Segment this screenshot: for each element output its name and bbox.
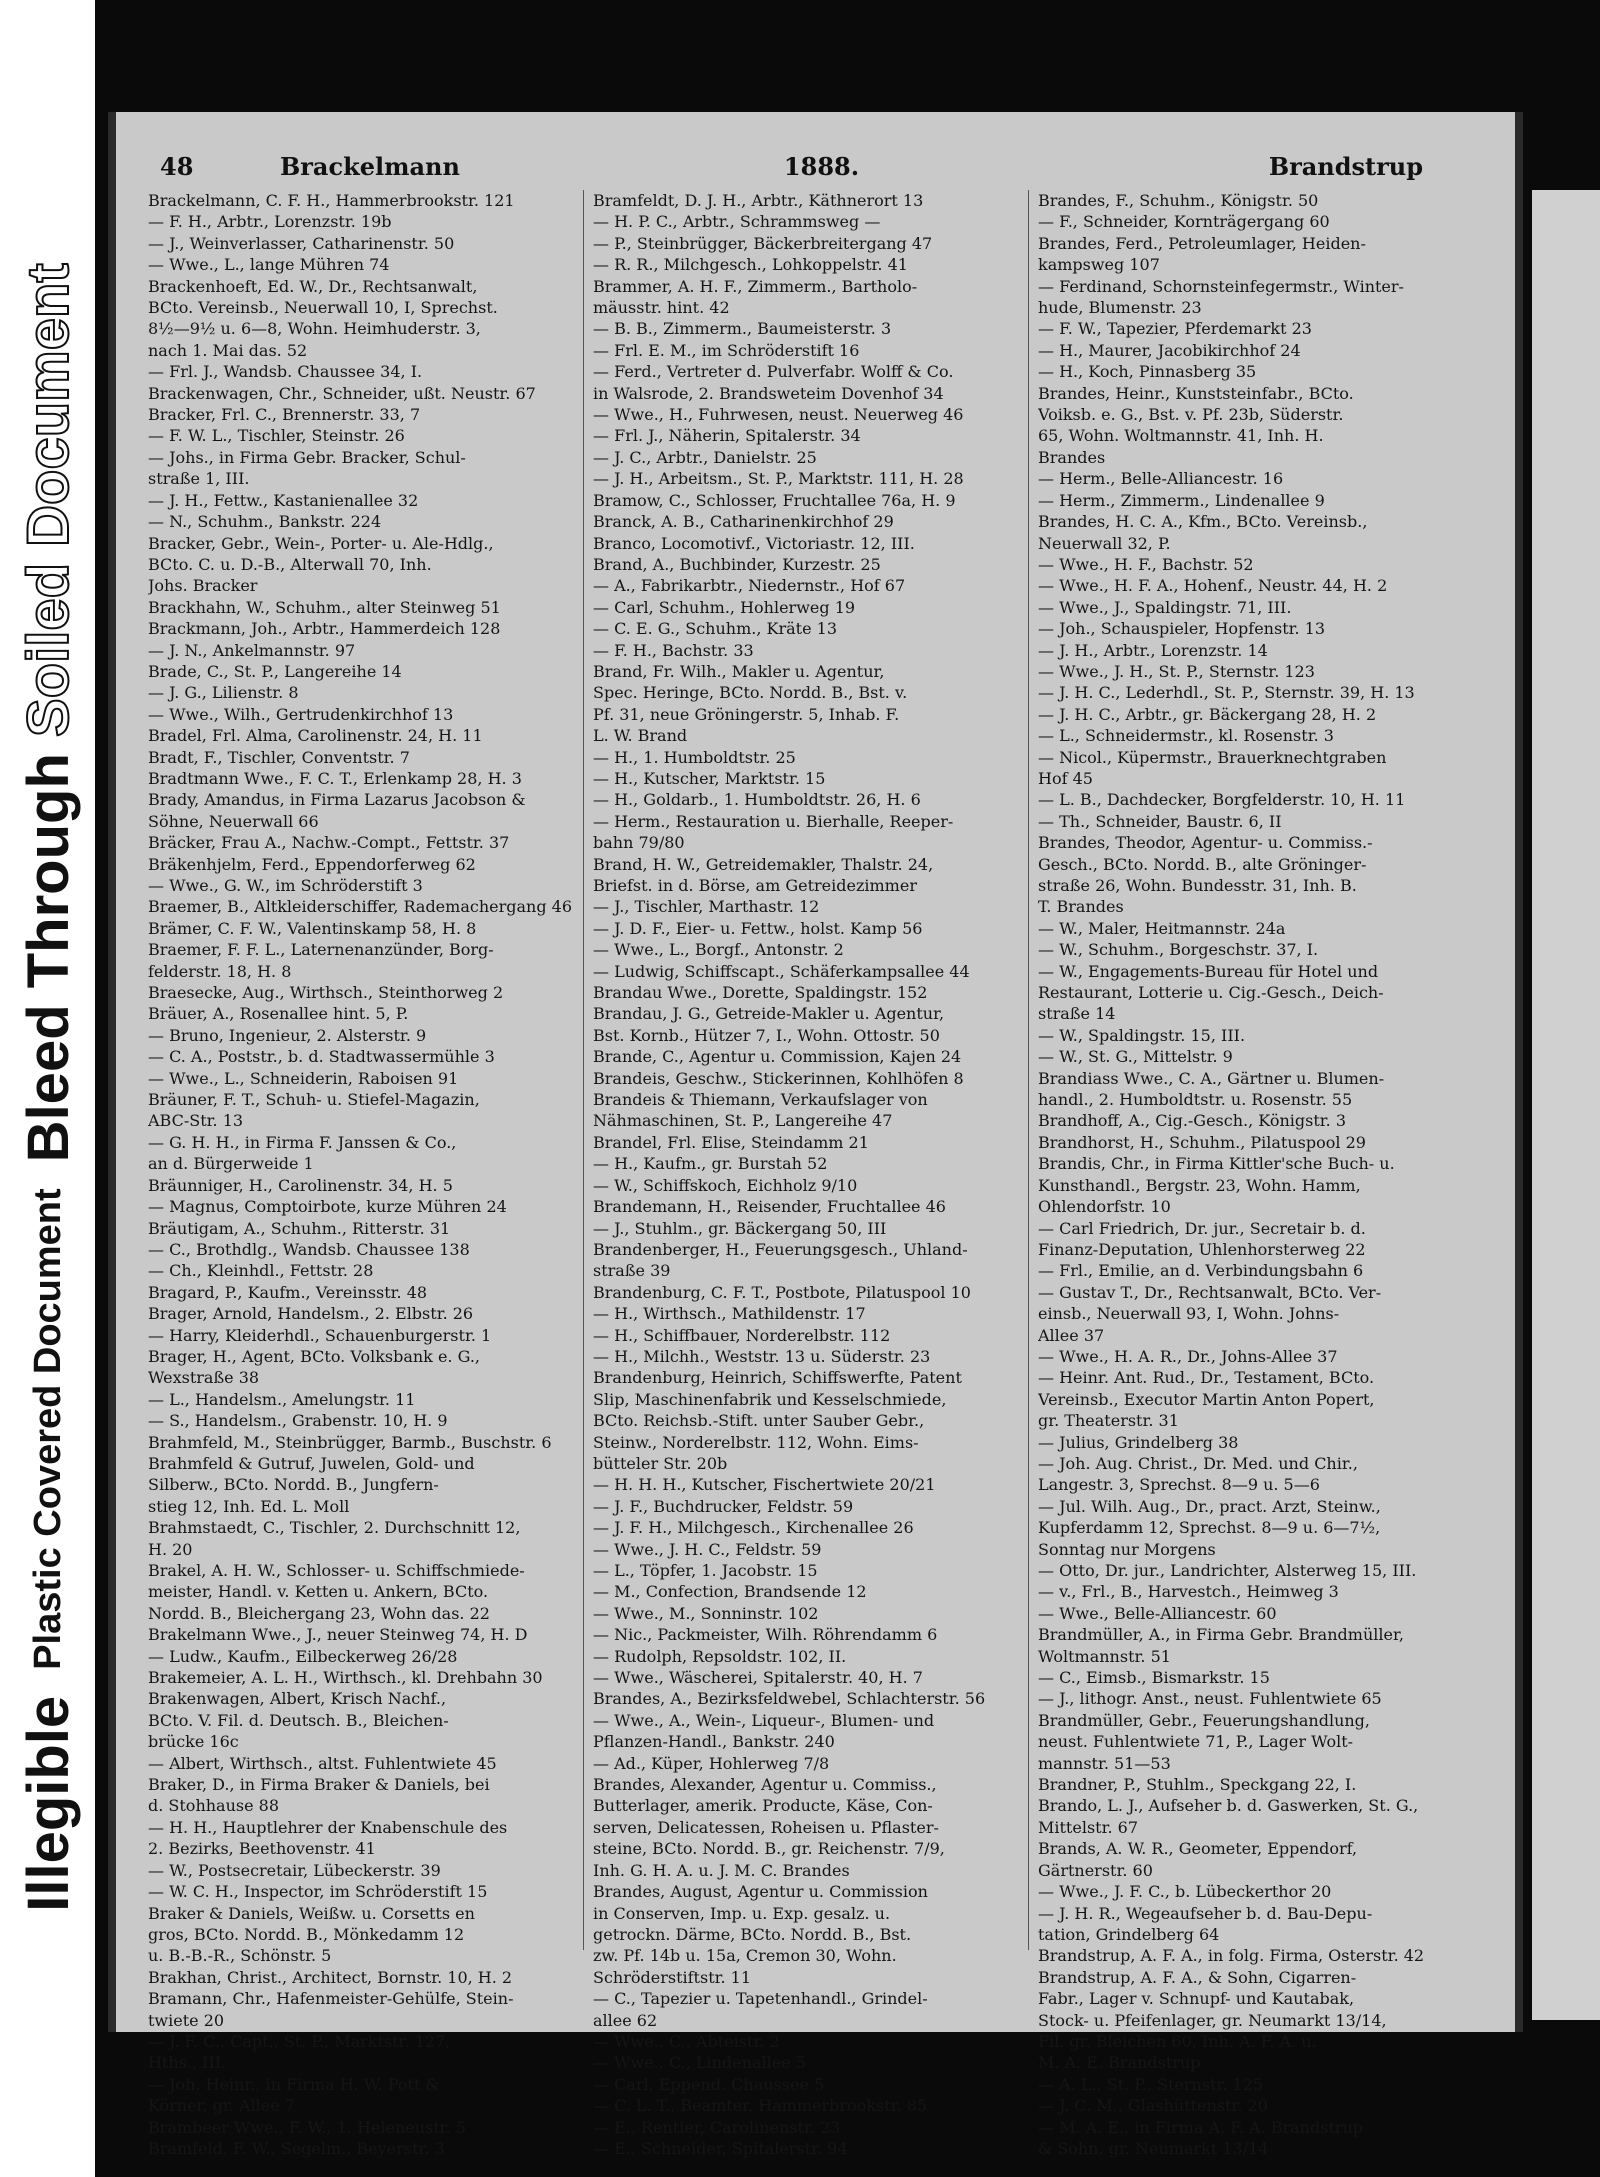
directory-entry-line: — Carl, Eppend. Chaussee 5: [593, 2074, 825, 2094]
directory-entry-line: — Wwe., L., Schneiderin, Raboisen 91: [148, 1068, 459, 1088]
directory-entry-line: — J. H., Arbeitsm., St. P., Marktstr. 111, H. 28: [593, 469, 964, 489]
directory-entry-line: — Ferd., Vertreter d. Pulverfabr. Wolff & Co.: [593, 362, 954, 382]
directory-entry-line: Brandiass Wwe., C. A., Gärtner u. Blumen-: [1038, 1068, 1385, 1088]
directory-entry-line: — H. H., Hauptlehrer der Knabenschule des: [148, 1817, 508, 1837]
directory-entry-line: — W., Engagements-Bureau für Hotel und: [1038, 961, 1379, 981]
directory-entry-line: — L., Schneidermstr., kl. Rosenstr. 3: [1038, 726, 1334, 746]
directory-entry-line: — Gustav T., Dr., Rechtsanwalt, BCto. Ver-: [1038, 1282, 1382, 1302]
directory-entry-line: — Wwe., Wilh., Gertrudenkirchhof 13: [148, 704, 454, 724]
directory-entry-line: — Albert, Wirthsch., altst. Fuhlentwiete 45: [148, 1753, 497, 1773]
directory-entry-line: Brandstrup, A. F. A., & Sohn, Cigarren-: [1038, 1967, 1357, 1987]
directory-entry-line: Brager, H., Agent, BCto. Volksbank e. G.,: [148, 1346, 480, 1366]
directory-entry-line: — C. A., Poststr., b. d. Stadtwassermühle 3: [148, 1047, 495, 1067]
directory-entry-line: — F. W. L., Tischler, Steinstr. 26: [148, 426, 405, 446]
directory-entry-line: Gärtnerstr. 60: [1038, 1860, 1153, 1880]
directory-entry-line: Brandau Wwe., Dorette, Spaldingstr. 152: [593, 983, 928, 1003]
directory-entry-line: M. A. E. Brandstrup: [1038, 2053, 1201, 2073]
directory-entry-line: — J. H. R., Wegeaufseher b. d. Bau-Depu-: [1038, 1903, 1373, 1923]
directory-entry-line: straße 1, III.: [148, 469, 250, 489]
directory-entry-line: — H. P. C., Arbtr., Schrammsweg —: [593, 212, 881, 232]
directory-entry-line: Voiksb. e. G., Bst. v. Pf. 23b, Süderstr.: [1038, 405, 1344, 425]
next-frame-edge: [1528, 120, 1600, 2020]
directory-entry-line: bahn 79/80: [593, 833, 685, 853]
directory-entry-line: — C. L. T., Beamter, Hammerbrookstr. 85: [593, 2096, 928, 2116]
directory-entry-line: Brandes, Ferd., Petroleumlager, Heiden-: [1038, 233, 1366, 253]
directory-entry-line: — Frl. J., Wandsb. Chaussee 34, I.: [148, 362, 423, 382]
directory-entry-line: — C., Tapezier u. Tapetenhandl., Grindel-: [593, 1989, 928, 2009]
directory-entry-line: brücke 16c: [148, 1732, 239, 1752]
directory-entry-line: Bramow, C., Schlosser, Fruchtallee 76a, H. 9: [593, 490, 956, 510]
directory-entry-line: Restaurant, Lotterie u. Cig.-Gesch., Deich-: [1038, 983, 1384, 1003]
directory-entry-line: 65, Wohn. Woltmannstr. 41, Inh. H.: [1038, 426, 1324, 446]
directory-page: [108, 112, 1523, 2158]
directory-entry-line: — G. H. H., in Firma F. Janssen & Co.,: [148, 1132, 457, 1152]
directory-entry-line: — Joh., Schauspieler, Hopfenstr. 13: [1038, 619, 1326, 639]
directory-entry-line: Wexstraße 38: [148, 1368, 260, 1388]
directory-entry-line: — F. W., Tapezier, Pferdemarkt 23: [1038, 319, 1312, 339]
directory-entry-line: neust. Fuhlentwiete 71, P., Lager Wolt-: [1038, 1732, 1354, 1752]
directory-entry-line: — C., Eimsb., Bismarkstr. 15: [1038, 1668, 1270, 1688]
directory-entry-line: L. W. Brand: [593, 726, 688, 746]
directory-entry-line: Brandau, J. G., Getreide-Makler u. Agentur,: [593, 1004, 945, 1024]
directory-entry-line: Brandmüller, Gebr., Feuerungshandlung,: [1038, 1710, 1370, 1730]
directory-entry-line: Kunsthandl., Bergstr. 23, Wohn. Hamm,: [1038, 1175, 1361, 1195]
directory-entry-line: — J., Weinverlasser, Catharinenstr. 50: [148, 233, 455, 253]
directory-entry-line: — H., Kaufm., gr. Burstah 52: [593, 1154, 828, 1174]
directory-entry-line: Brandhoff, A., Cig.-Gesch., Königstr. 3: [1038, 1111, 1346, 1131]
directory-entry-line: hude, Blumenstr. 23: [1038, 298, 1202, 318]
directory-entry-line: — A., Fabrikarbtr., Niedernstr., Hof 67: [593, 576, 906, 596]
directory-entry-line: felderstr. 18, H. 8: [148, 961, 292, 981]
directory-entry-line: — J. H., Arbtr., Lorenzstr. 14: [1038, 640, 1268, 660]
directory-entry-line: 8½—9½ u. 6—8, Wohn. Heimhuderstr. 3,: [148, 319, 481, 339]
directory-entry-line: — E., Schneider, Spitalerstr. 94: [593, 2138, 848, 2158]
directory-entry-line: mäusstr. hint. 42: [593, 298, 730, 318]
directory-entry-line: — v., Frl., B., Harvestch., Heimweg 3: [1038, 1582, 1339, 1602]
directory-entry-line: Brackhahn, W., Schuhm., alter Steinweg 51: [148, 597, 501, 617]
directory-entry-line: — Jul. Wilh. Aug., Dr., pract. Arzt, Steinw.,: [1038, 1496, 1381, 1516]
directory-entry-line: — H., Kutscher, Marktstr. 15: [593, 768, 826, 788]
directory-entry-line: — Herm., Zimmerm., Lindenallee 9: [1038, 490, 1325, 510]
directory-entry-line: — Wwe., H., Fuhrwesen, neust. Neuerweg 46: [593, 405, 964, 425]
directory-entry-line: — Wwe., J. H., St. P., Sternstr. 123: [1038, 661, 1315, 681]
directory-entry-line: Briefst. in d. Börse, am Getreidezimmer: [593, 876, 917, 895]
header-year: 1888.: [783, 152, 860, 181]
directory-entry-line: — S., Handelsm., Grabenstr. 10, H. 9: [148, 1411, 448, 1431]
directory-entry-line: in Conserven, Imp. u. Exp. gesalz. u.: [593, 1903, 891, 1923]
directory-entry-line: in Walsrode, 2. Brandsweteim Dovenhof 34: [593, 383, 944, 403]
directory-entry-line: — Nic., Packmeister, Wilh. Röhrendamm 6: [593, 1625, 938, 1645]
directory-entry-line: Brakhan, Christ., Architect, Bornstr. 10, H. 2: [148, 1967, 513, 1987]
directory-entry-line: — Johs., in Firma Gebr. Bracker, Schul-: [148, 447, 466, 467]
directory-entry-line: — N., Schuhm., Bankstr. 224: [148, 512, 382, 532]
directory-entry-line: — B. B., Zimmerm., Baumeisterstr. 3: [593, 319, 892, 339]
directory-entry-line: Bräcker, Frau A., Nachw.-Compt., Fettstr. 37: [148, 833, 510, 853]
directory-entry-line: serven, Delicatessen, Roheisen u. Pflaster-: [593, 1817, 939, 1837]
directory-entry-line: gros, BCto. Nordd. B., Mönkedamm 12: [148, 1924, 465, 1944]
directory-entry-line: Pflanzen-Handl., Bankstr. 240: [593, 1732, 835, 1752]
directory-entry-line: — H., Schiffbauer, Norderelbstr. 112: [593, 1325, 891, 1345]
directory-entry-line: tation, Grindelberg 64: [1038, 1924, 1220, 1944]
directory-entry-line: Brand, Fr. Wilh., Makler u. Agentur,: [593, 661, 885, 681]
directory-entry-line: — J. C. M., Glashüttenstr. 20: [1038, 2096, 1268, 2116]
directory-entry-line: H. 20: [148, 1539, 193, 1559]
directory-entry-line: Silberw., BCto. Nordd. B., Jungfern-: [148, 1475, 439, 1495]
directory-entry-line: — Ludw., Kaufm., Eilbeckerweg 26/28: [148, 1646, 458, 1666]
directory-entry-line: — Joh. Aug. Christ., Dr. Med. und Chir.,: [1038, 1453, 1358, 1473]
directory-entry-line: — Ch., Kleinhdl., Fettstr. 28: [148, 1261, 374, 1281]
directory-entry-line: — J. G., Lilienstr. 8: [148, 683, 299, 703]
directory-columns: [148, 190, 1483, 2158]
directory-entry-line: — J. N., Ankelmannstr. 97: [148, 640, 356, 660]
directory-entry-line: — J. H., Fettw., Kastanienallee 32: [148, 490, 419, 510]
page-edge-shadow: [108, 112, 116, 2032]
directory-entry-line: einsb., Neuerwall 93, I, Wohn. Johns-: [1038, 1304, 1340, 1324]
directory-entry-line: Langestr. 3, Sprechst. 8—9 u. 5—6: [1038, 1475, 1320, 1495]
directory-entry-line: Bragard, P., Kaufm., Vereinsstr. 48: [148, 1282, 428, 1302]
directory-entry-line: Brackmann, Joh., Arbtr., Hammerdeich 128: [148, 619, 501, 639]
directory-entry-line: Brand, H. W., Getreidemakler, Thalstr. 24,: [593, 854, 934, 874]
directory-entry-line: Kupferdamm 12, Sprechst. 8—9 u. 6—7½,: [1038, 1518, 1381, 1538]
directory-entry-line: — M., Confection, Brandsende 12: [593, 1582, 867, 1602]
directory-entry-line: Brackelmann, C. F. H., Hammerbrookstr. 121: [148, 191, 515, 210]
directory-entry-line: Bramann, Chr., Hafenmeister-Gehülfe, Stein-: [148, 1989, 514, 2009]
directory-entry-line: — Wwe., J., Spaldingstr. 71, III.: [1038, 597, 1292, 617]
directory-entry-line: Brakemeier, A. L. H., Wirthsch., kl. Drehbahn 30: [148, 1668, 543, 1688]
directory-entry-line: — J. D. F., Eier- u. Fettw., holst. Kamp 56: [593, 918, 923, 938]
directory-entry-line: Hof 45: [1038, 768, 1093, 788]
directory-entry-line: Inh. G. H. A. u. J. M. C. Brandes: [593, 1860, 850, 1880]
directory-entry-line: — Nicol., Küpermstr., Brauerknechtgraben: [1038, 747, 1387, 767]
directory-entry-line: Brandmüller, A., in Firma Gebr. Brandmüller,: [1038, 1625, 1404, 1645]
directory-entry-line: — W. C. H., Inspector, im Schröderstift 15: [148, 1882, 488, 1902]
directory-entry-line: — W., Schuhm., Borgeschstr. 37, I.: [1038, 940, 1319, 960]
directory-entry-line: Brandenburg, Heinrich, Schiffswerfte, Patent: [593, 1368, 962, 1388]
directory-entry-line: — E., Rentier, Carolinenstr. 23: [593, 2117, 841, 2137]
directory-entry-line: u. B.-B.-R., Schönstr. 5: [148, 1946, 332, 1966]
directory-entry-line: Braker & Daniels, Weißw. u. Corsetts en: [148, 1903, 475, 1923]
directory-entry-line: d. Stohhause 88: [148, 1796, 280, 1816]
directory-entry-line: — L., Handelsm., Amelungstr. 11: [148, 1389, 416, 1409]
directory-entry-line: kampsweg 107: [1038, 255, 1160, 275]
directory-entry-line: — J. F. H., Milchgesch., Kirchenallee 26: [593, 1518, 914, 1538]
directory-entry-line: Fabr., Lager v. Schnupf- und Kautabak,: [1038, 1989, 1355, 2009]
directory-entry-line: Brandes, Heinr., Kunststeinfabr., BCto.: [1038, 383, 1354, 403]
directory-entry-line: — Wwe., J. F. C., b. Lübeckerthor 20: [1038, 1882, 1332, 1902]
directory-entry-line: Bräuner, F. T., Schuh- u. Stiefel-Magazin,: [148, 1090, 480, 1110]
directory-entry-line: Sonntag nur Morgens: [1038, 1539, 1216, 1559]
directory-entry-line: Brahmfeld, M., Steinbrügger, Barmb., Buschstr. 6: [148, 1432, 552, 1452]
directory-entry-line: Fil. gr. Bleichen 60, Inh. A. F. A. u.: [1038, 2031, 1317, 2051]
directory-entry-line: — Ludwig, Schiffscapt., Schäferkampsallee 44: [593, 961, 970, 981]
directory-entry-line: — Wwe., H. F., Bachstr. 52: [1038, 554, 1254, 574]
directory-entry-line: Slip, Maschinenfabrik und Kesselschmiede,: [593, 1389, 947, 1409]
directory-entry-line: — J., lithogr. Anst., neust. Fuhlentwiete 65: [1038, 1689, 1382, 1709]
directory-entry-line: — A. L., St. P., Sternstr. 125: [1038, 2074, 1264, 2094]
directory-entry-line: — Frl., Emilie, an d. Verbindungsbahn 6: [1038, 1261, 1364, 1281]
directory-entry-line: Braker, D., in Firma Braker & Daniels, bei: [148, 1775, 490, 1795]
directory-entry-line: — Wwe., Belle-Alliancestr. 60: [1038, 1603, 1277, 1623]
directory-entry-line: — J. C., Arbtr., Danielstr. 25: [593, 447, 817, 467]
directory-entry-line: bütteler Str. 20b: [593, 1453, 728, 1473]
directory-entry-line: Brands, A. W. R., Geometer, Eppendorf,: [1038, 1839, 1358, 1859]
column-2: [593, 190, 1019, 2159]
directory-entry-line: Branco, Locomotivf., Victoriastr. 12, III.: [593, 533, 915, 553]
directory-entry-line: straße 26, Wohn. Bundesstr. 31, Inh. B.: [1038, 876, 1357, 895]
directory-entry-line: — Wwe., H. F. A., Hohenf., Neustr. 44, H. 2: [1038, 576, 1388, 596]
directory-entry-line: mannstr. 51—53: [1038, 1753, 1171, 1773]
directory-entry-line: — Otto, Dr. jur., Landrichter, Alsterweg 15, III.: [1038, 1561, 1417, 1580]
page-number: 48: [160, 152, 194, 181]
stamp-bleed-through: [15, 263, 82, 1162]
directory-entry-line: Butterlager, amerik. Producte, Käse, Con-: [593, 1796, 933, 1816]
directory-entry-line: Woltmannstr. 51: [1038, 1646, 1171, 1666]
directory-entry-line: Brackenwagen, Chr., Schneider, ußt. Neustr. 67: [148, 383, 536, 403]
directory-entry-line: Bracker, Gebr., Wein-, Porter- u. Ale-Hdlg.,: [148, 533, 494, 553]
directory-entry-line: an d. Bürgerweide 1: [148, 1154, 314, 1174]
directory-entry-line: Nähmaschinen, St. P., Langereihe 47: [593, 1111, 893, 1131]
directory-entry-line: — H., Milchh., Weststr. 13 u. Süderstr. 23: [593, 1346, 931, 1366]
directory-entry-line: — J. H. C., Arbtr., gr. Bäckergang 28, H. 2: [1038, 704, 1377, 724]
directory-entry-line: nach 1. Mai das. 52: [148, 340, 308, 360]
directory-entry-line: Bracker, Frl. C., Brennerstr. 33, 7: [148, 405, 421, 425]
directory-entry-line: Bräuer, A., Rosenallee hint. 5, P.: [148, 1004, 409, 1024]
directory-entry-line: straße 39: [593, 1261, 671, 1281]
directory-entry-line: Bramfeld, F. W., Segelm., Beyerstr. 3: [148, 2138, 445, 2158]
directory-entry-line: Branck, A. B., Catharinenkirchhof 29: [593, 512, 894, 532]
directory-entry-line: Brandes, H. C. A., Kfm., BCto. Vereinsb.,: [1038, 512, 1368, 532]
page-header: [160, 152, 1483, 192]
directory-entry-line: Brandes: [1038, 447, 1106, 467]
directory-entry-line: Brandenberger, H., Feuerungsgesch., Uhland-: [593, 1239, 968, 1259]
directory-entry-line: — Herm., Belle-Alliancestr. 16: [1038, 469, 1284, 489]
directory-entry-line: — M. A. E., in Firma A. F. A. Brandstrup: [1038, 2117, 1364, 2137]
directory-entry-line: Brando, L. J., Aufseher b. d. Gaswerken, St. G.,: [1038, 1796, 1419, 1816]
directory-entry-line: — Herm., Restauration u. Bierhalle, Reeper-: [593, 811, 954, 831]
directory-entry-line: Brandes, A., Bezirksfeldwebel, Schlachterstr. 56: [593, 1689, 986, 1709]
directory-entry-line: T. Brandes: [1038, 897, 1124, 917]
directory-entry-line: Stock- u. Pfeifenlager, gr. Neumarkt 13/14,: [1038, 2010, 1387, 2030]
directory-entry-line: — Wwe., J. H. C., Feldstr. 59: [593, 1539, 822, 1559]
directory-entry-line: Brambeer Wwe., F. W., 1. Heleneustr. 5: [148, 2117, 466, 2137]
directory-entry-line: ABC-Str. 13: [148, 1111, 244, 1131]
directory-entry-line: BCto. C. u. D.-B., Alterwall 70, Inh.: [148, 554, 432, 574]
directory-entry-line: Brady, Amandus, in Firma Lazarus Jacobson &: [148, 790, 526, 810]
directory-entry-line: Spec. Heringe, BCto. Nordd. B., Bst. v.: [593, 683, 908, 703]
directory-entry-line: Brandeis, Geschw., Stickerinnen, Kohlhöfen 8: [593, 1068, 964, 1088]
directory-entry-line: — Bruno, Ingenieur, 2. Alsterstr. 9: [148, 1025, 427, 1045]
stamp-bleed-bold: Bleed Through: [16, 753, 81, 1163]
directory-entry-line: Brämer, C. F. W., Valentinskamp 58, H. 8: [148, 918, 477, 938]
directory-entry-line: — H. H. H., Kutscher, Fischertwiete 20/21: [593, 1475, 936, 1495]
directory-entry-line: — Wwe., M., Sonninstr. 102: [593, 1603, 819, 1623]
directory-entry-line: Hths., III.: [148, 2053, 227, 2073]
directory-entry-line: — L. B., Dachdecker, Borgfelderstr. 10, H. 11: [1038, 790, 1406, 810]
directory-entry-line: Vereinsb., Executor Martin Anton Popert,: [1038, 1389, 1375, 1409]
directory-entry-line: — Wwe., H. A. R., Dr., Johns-Allee 37: [1038, 1346, 1338, 1366]
directory-entry-line: Bräutigam, A., Schuhm., Ritterstr. 31: [148, 1218, 451, 1238]
directory-entry-line: Söhne, Neuerwall 66: [148, 811, 319, 831]
directory-entry-line: Bradel, Frl. Alma, Carolinenstr. 24, H. 11: [148, 726, 483, 746]
directory-entry-line: — Wwe., A., Wein-, Liqueur-, Blumen- und: [593, 1710, 935, 1730]
directory-entry-line: BCto. Reichsb.-Stift. unter Sauber Gebr.,: [593, 1411, 925, 1431]
directory-entry-line: & Sohn, gr. Neumarkt 13/14: [1038, 2138, 1269, 2158]
directory-entry-line: Brandes, F., Schuhm., Königstr. 50: [1038, 191, 1319, 210]
directory-entry-line: — P., Steinbrügger, Bäckerbreitergang 47: [593, 233, 933, 253]
directory-entry-line: Brakelmann Wwe., J., neuer Steinweg 74, H. D: [148, 1625, 528, 1645]
directory-entry-line: Körner, gr. Allee 7: [148, 2096, 295, 2116]
directory-entry-line: getrockn. Därme, BCto. Nordd. B., Bst.: [593, 1924, 912, 1944]
directory-entry-line: — Th., Schneider, Baustr. 6, II: [1038, 811, 1282, 831]
directory-entry-line: — H., Koch, Pinnasberg 35: [1038, 362, 1257, 382]
directory-entry-line: — Harry, Kleiderhdl., Schauenburgerstr. 1: [148, 1325, 492, 1345]
directory-entry-line: Neuerwall 32, P.: [1038, 533, 1171, 553]
directory-entry-line: — H., Goldarb., 1. Humboldtstr. 26, H. 6: [593, 790, 921, 810]
directory-entry-line: Brandemann, H., Reisender, Fruchtallee 46: [593, 1197, 946, 1217]
directory-entry-line: Brandenburg, C. F. T., Postbote, Pilatuspool 10: [593, 1282, 971, 1302]
directory-entry-line: Brandes, Alexander, Agentur u. Commiss.,: [593, 1775, 937, 1795]
directory-entry-line: — F. H., Arbtr., Lorenzstr. 19b: [148, 212, 392, 232]
directory-entry-line: Brade, C., St. P., Langereihe 14: [148, 661, 402, 681]
directory-entry-line: handl., 2. Humboldtstr. u. Rosenstr. 55: [1038, 1090, 1353, 1110]
directory-entry-line: Brande, C., Agentur u. Commission, Kajen 24: [593, 1047, 962, 1067]
directory-entry-line: Bradt, F., Tischler, Conventstr. 7: [148, 747, 410, 767]
directory-entry-line: Brahmstaedt, C., Tischler, 2. Durchschnitt 12,: [148, 1518, 521, 1538]
directory-entry-line: Brager, Arnold, Handelsm., 2. Elbstr. 26: [148, 1304, 474, 1324]
directory-entry-line: Gesch., BCto. Nordd. B., alte Gröninger-: [1038, 854, 1367, 874]
directory-entry-line: — J. F. C., Capt., St. P., Marktstr. 127,: [148, 2031, 451, 2051]
stamp-plastic-covered: Plastic Covered Document: [27, 1188, 69, 1670]
directory-entry-line: — J. H. C., Lederhdl., St. P., Sternstr. 39, H. 13: [1038, 683, 1415, 703]
directory-entry-line: Brandeis & Thiemann, Verkaufslager von: [593, 1090, 928, 1110]
directory-entry-line: steine, BCto. Nordd. B., gr. Reichenstr. 7/9,: [593, 1839, 945, 1859]
directory-entry-line: Braesecke, Aug., Wirthsch., Steinthorweg 2: [148, 983, 504, 1003]
directory-entry-line: Brandis, Chr., in Firma Kittler'sche Buch- u.: [1038, 1154, 1395, 1174]
directory-entry-line: Brandes, Theodor, Agentur- u. Commiss.-: [1038, 833, 1373, 853]
gutter-shadow: [1515, 112, 1523, 2032]
directory-entry-line: — Wwe., Wäscherei, Spitalerstr. 40, H. 7: [593, 1668, 923, 1688]
directory-entry-line: Mittelstr. 67: [1038, 1817, 1139, 1837]
directory-entry-line: — Wwe., L., Borgf., Antonstr. 2: [593, 940, 844, 960]
directory-entry-line: Braemer, F. F. L., Laternenanzünder, Borg-: [148, 940, 494, 960]
directory-entry-line: — Wwe., C., Abteistr. 2: [593, 2031, 780, 2051]
directory-entry-line: — J., Tischler, Marthastr. 12: [593, 897, 820, 917]
stamp-text: [1, 0, 96, 2176]
directory-entry-line: Finanz-Deputation, Uhlenhorsterweg 22: [1038, 1239, 1366, 1259]
directory-entry-line: Brandhorst, H., Schuhm., Pilatuspool 29: [1038, 1132, 1366, 1152]
directory-entry-line: BCto. V. Fil. d. Deutsch. B., Bleichen-: [148, 1710, 449, 1730]
directory-entry-line: — W., Spaldingstr. 15, III.: [1038, 1025, 1246, 1045]
directory-entry-line: — Frl. E. M., im Schröderstift 16: [593, 340, 860, 360]
stamp-illegible: Illegible: [16, 1695, 81, 1912]
header-last-entry: Brandstrup: [1268, 152, 1423, 181]
directory-entry-line: Brackenhoeft, Ed. W., Dr., Rechtsanwalt,: [148, 276, 478, 296]
directory-entry-line: — H., 1. Humboldtstr. 25: [593, 747, 796, 767]
column-divider: [1028, 190, 1029, 1950]
directory-entry-line: gr. Theaterstr. 31: [1038, 1411, 1179, 1431]
directory-entry-line: Brandel, Frl. Elise, Steindamm 21: [593, 1132, 869, 1152]
directory-entry-line: Pf. 31, neue Gröningerstr. 5, Inhab. F.: [593, 704, 900, 724]
directory-entry-line: Brandner, P., Stuhlm., Speckgang 22, I.: [1038, 1775, 1357, 1795]
directory-entry-line: — Wwe., G. W., im Schröderstift 3: [148, 876, 423, 895]
directory-entry-line: zw. Pf. 14b u. 15a, Cremon 30, Wohn.: [593, 1946, 897, 1966]
directory-entry-line: BCto. Vereinsb., Neuerwall 10, I, Sprechst.: [148, 298, 498, 318]
directory-entry-line: — W., Maler, Heitmannstr. 24a: [1038, 918, 1286, 938]
directory-entry-line: allee 62: [593, 2010, 658, 2030]
directory-entry-line: Brahmfeld & Gutruf, Juwelen, Gold- und: [148, 1453, 475, 1473]
directory-entry-line: — Heinr. Ant. Rud., Dr., Testament, BCto.: [1038, 1368, 1375, 1388]
directory-entry-line: — Wwe., L., lange Mühren 74: [148, 255, 390, 275]
column-3: [1038, 190, 1464, 2159]
directory-entry-line: — L., Töpfer, 1. Jacobstr. 15: [593, 1561, 818, 1580]
directory-entry-line: Bradtmann Wwe., F. C. T., Erlenkamp 28, H. 3: [148, 768, 522, 788]
directory-entry-line: Brakenwagen, Albert, Krisch Nachf.,: [148, 1689, 447, 1709]
stamp-soiled-outline: Soiled Document: [16, 263, 81, 737]
directory-entry-line: — Ferdinand, Schornsteinfegermstr., Winter-: [1038, 276, 1404, 296]
header-first-entry: Brackelmann: [280, 152, 460, 181]
directory-entry-line: Bräkenhjelm, Ferd., Eppendorferweg 62: [148, 854, 476, 874]
directory-entry-line: — Carl Friedrich, Dr. jur., Secretair b. d.: [1038, 1218, 1366, 1238]
directory-entry-line: — F., Schneider, Kornträgergang 60: [1038, 212, 1330, 232]
directory-entry-line: straße 14: [1038, 1004, 1116, 1024]
directory-entry-line: Brand, A., Buchbinder, Kurzestr. 25: [593, 554, 881, 574]
directory-entry-line: — W., Postsecretair, Lübeckerstr. 39: [148, 1860, 441, 1880]
directory-entry-line: 2. Bezirks, Beethovenstr. 41: [148, 1839, 376, 1859]
directory-entry-line: Bräunniger, H., Carolinenstr. 34, H. 5: [148, 1175, 453, 1195]
directory-entry-line: — C. E. G., Schuhm., Kräte 13: [593, 619, 837, 639]
directory-entry-line: — Julius, Grindelberg 38: [1038, 1432, 1239, 1452]
directory-entry-line: — Ad., Küper, Hohlerweg 7/8: [593, 1753, 830, 1773]
directory-entry-line: — W., Schiffskoch, Eichholz 9/10: [593, 1175, 858, 1195]
directory-entry-line: — Carl, Schuhm., Hohlerweg 19: [593, 597, 856, 617]
directory-entry-line: — J. F., Buchdrucker, Feldstr. 59: [593, 1496, 854, 1516]
directory-entry-line: Steinw., Norderelbstr. 112, Wohn. Eims-: [593, 1432, 919, 1452]
directory-entry-line: Johs. Bracker: [148, 576, 258, 596]
next-page-sliver: [1532, 190, 1600, 2020]
directory-entry-line: Bst. Kornb., Hützer 7, I., Wohn. Ottostr. 50: [593, 1025, 940, 1045]
directory-entry-line: — Rudolph, Repsoldstr. 102, II.: [593, 1646, 847, 1666]
directory-entry-line: Brammer, A. H. F., Zimmerm., Bartholo-: [593, 276, 918, 296]
directory-entry-line: Allee 37: [1038, 1325, 1105, 1345]
column-1: [148, 190, 574, 2159]
directory-entry-line: Nordd. B., Bleichergang 23, Wohn das. 22: [148, 1603, 490, 1623]
directory-entry-line: — R. R., Milchgesch., Lohkoppelstr. 41: [593, 255, 908, 275]
directory-entry-line: Braemer, B., Altkleiderschiffer, Rademachergang 46: [148, 897, 573, 917]
column-divider: [583, 190, 584, 1950]
directory-entry-line: — Magnus, Comptoirbote, kurze Mühren 24: [148, 1197, 507, 1217]
directory-entry-line: — J., Stuhlm., gr. Bäckergang 50, III: [593, 1218, 887, 1238]
directory-entry-line: Brandes, August, Agentur u. Commission: [593, 1882, 928, 1902]
directory-entry-line: Brakel, A. H. W., Schlosser- u. Schiffschmiede-: [148, 1561, 525, 1580]
document-condition-stamp: [0, 0, 95, 2177]
directory-entry-line: Bramfeldt, D. J. H., Arbtr., Käthnerort 13: [593, 191, 924, 210]
directory-entry-line: — H., Wirthsch., Mathildenstr. 17: [593, 1304, 866, 1324]
directory-entry-line: — W., St. G., Mittelstr. 9: [1038, 1047, 1233, 1067]
directory-entry-line: — H., Maurer, Jacobikirchhof 24: [1038, 340, 1301, 360]
directory-entry-line: — Joh. Heinr., in Firma H. W. Pott &: [148, 2074, 440, 2094]
directory-entry-line: — F. H., Bachstr. 33: [593, 640, 754, 660]
directory-entry-line: — Wwe., C., Lindenallee 5: [593, 2053, 806, 2073]
directory-entry-line: stieg 12, Inh. Ed. L. Moll: [148, 1496, 350, 1516]
directory-entry-line: — C., Brothdlg., Wandsb. Chaussee 138: [148, 1239, 470, 1259]
directory-entry-line: Brandstrup, A. F. A., in folg. Firma, Osterstr. 42: [1038, 1946, 1425, 1966]
directory-entry-line: — Frl. J., Näherin, Spitalerstr. 34: [593, 426, 861, 446]
directory-entry-line: meister, Handl. v. Ketten u. Ankern, BCto.: [148, 1582, 489, 1602]
directory-entry-line: twiete 20: [148, 2010, 225, 2030]
directory-entry-line: Schröderstiftstr. 11: [593, 1967, 752, 1987]
directory-entry-line: Ohlendorfstr. 10: [1038, 1197, 1171, 1217]
